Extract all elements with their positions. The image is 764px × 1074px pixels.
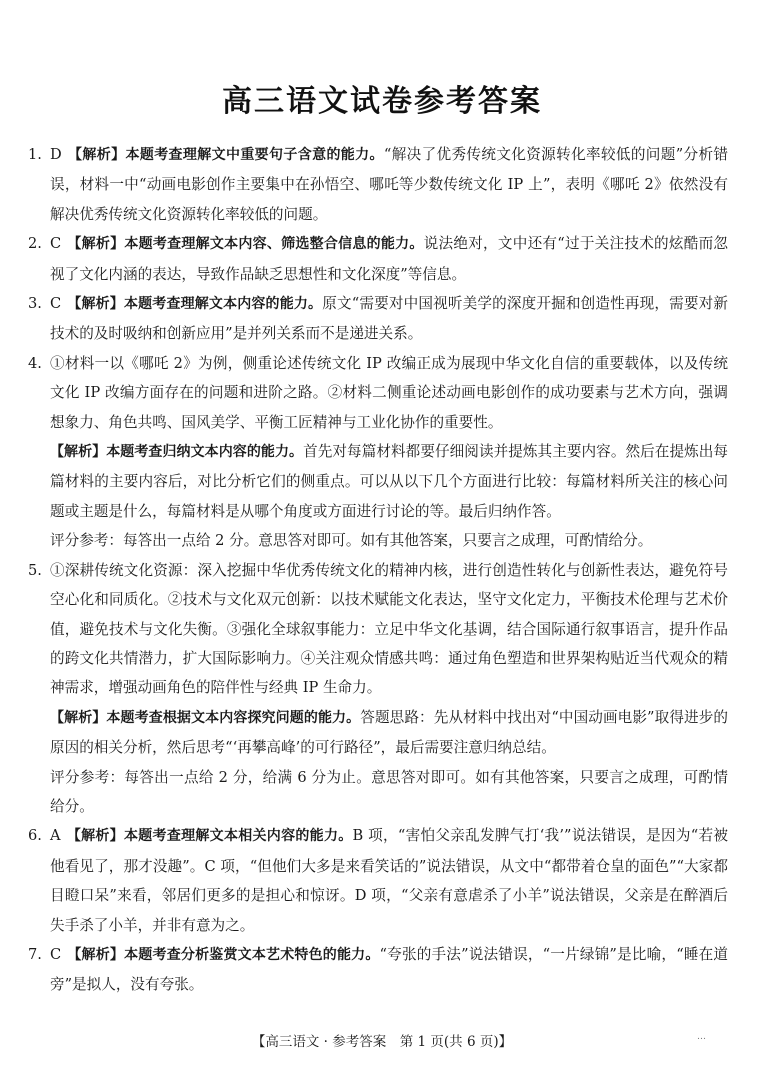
- analysis-tag: 【解析】: [67, 147, 126, 163]
- question-5-analysis: [28, 703, 728, 763]
- answer-letter: C: [50, 235, 62, 253]
- answer-body: [28, 140, 728, 1000]
- answer-letter: C: [50, 945, 62, 963]
- answer-text: ①材料一以《哪吒 2》为例，侧重论述传统文化 IP 改编正成为展现中华文化自信的重要载体，以及传统文化 IP 改编方面存在的问题和进阶之路。②材料二侧重论述动画电影创作的成功要素与艺术方向，强调想象力、角色共鸣、国风美学、平衡工匠精神与工业化协作的重要性。: [50, 354, 728, 431]
- question-4-analysis: [28, 437, 728, 526]
- question-6: [28, 821, 728, 940]
- question-3: [28, 289, 728, 349]
- analysis-focus: 本题考查理解文本内容、筛选整合信息的能力。: [124, 236, 424, 253]
- question-1: [28, 140, 728, 229]
- question-5: [28, 556, 728, 703]
- analysis-tag: 【解析】: [67, 296, 124, 313]
- analysis-tag: 【解析】: [67, 946, 125, 963]
- analysis-text: 首先对每篇材料都要仔细阅读并提炼其主要内容。然后在提炼出每篇材料的主要内容后，对比分析它们的侧重点。可以从以下几个方面进行比较：每篇材料所关注的核心问题或主题是什么，每篇材料是从哪个角度或方面进行讨论的等。最后归纳作答。: [50, 443, 728, 520]
- question-number: 2.: [28, 235, 42, 253]
- page-footer: 【高三语文 · 参考答案 第 1 页(共 6 页)】: [251, 1034, 513, 1050]
- analysis-text: 原文“需要对中国视听美学的深度开掘和创造性再现，需要对新技术的及时吸纳和创新应用”是并列关系而不是递进关系。: [50, 295, 728, 343]
- analysis-tag: 【解析】: [50, 709, 107, 726]
- answer-letter: C: [50, 295, 62, 313]
- question-4: [28, 349, 728, 437]
- analysis-text: “夸张的手法”说法错误，“一片绿锦”是比喻，“睡在道旁”是拟人，没有夸张。: [50, 945, 729, 994]
- analysis-tag: 【解析】: [66, 828, 124, 845]
- question-number: 3.: [28, 295, 42, 313]
- question-number: 6.: [28, 827, 42, 845]
- analysis-focus: 本题考查理解文本相关内容的能力。: [123, 828, 353, 845]
- answer-letter: D: [50, 146, 62, 163]
- analysis-tag: 【解析】: [67, 236, 125, 253]
- answer-letter: A: [50, 827, 61, 845]
- question-4-scoring: 评分参考：每答出一点给 2 分。意思答对即可。如有其他答案，只要言之成理，可酌情给分。: [50, 532, 653, 550]
- corner-mark: …: [697, 1032, 706, 1042]
- question-number: 5.: [28, 561, 42, 579]
- analysis-focus: 本题考查分析鉴赏文本艺术特色的能力。: [124, 946, 380, 963]
- question-number: 4.: [28, 354, 42, 372]
- analysis-text: 说法绝对，文中还有“过于关注技术的炫酷而忽视了文化内涵的表达，导致作品缺乏思想性和文化深度”等信息。: [50, 235, 729, 283]
- question-number: 7.: [28, 945, 42, 963]
- analysis-tag: 【解析】: [50, 444, 107, 461]
- page-title: 高三语文试卷参考答案: [222, 84, 542, 119]
- question-number: 1.: [28, 146, 42, 163]
- answer-text: ①深耕传统文化资源：深入挖掘中华优秀传统文化的精神内核，进行创造性转化与创新性表达，避免符号空心化和同质化。②技术与文化双元创新：以技术赋能文化表达，坚守文化定力，平衡技术伦理与艺术价值，避免技术与文化失衡。③强化全球叙事能力：立足中华文化基调，结合国际通行叙事语言，提升作品的跨文化共情潜力，扩大国际影响力。④关注观众情感共鸣：通过角色塑造和世界架构贴近当代观众的精神需求，增强动画角色的陪伴性与经典 IP 生命力。: [50, 561, 728, 697]
- question-2: [28, 229, 728, 289]
- analysis-focus: 本题考查理解文中重要句子含意的能力。: [125, 147, 384, 163]
- analysis-focus: 本题考查根据文本内容探究问题的能力。: [106, 709, 361, 726]
- analysis-text: “解决了优秀传统文化资源转化率较低的问题”分析错误，材料一中“动画电影创作主要集中在孙悟空、哪吒等少数传统文化 IP 上”，表明《哪吒 2》依然没有解决优秀传统文化资源转化率较低的问题。: [50, 146, 729, 223]
- analysis-focus: 本题考查归纳文本内容的能力。: [106, 444, 304, 461]
- analysis-focus: 本题考查理解文本内容的能力。: [123, 296, 323, 313]
- question-7: [28, 940, 728, 1000]
- analysis-text: B 项，“害怕父亲乱发脾气打‘我’”说法错误，是因为“若被他看见了，那才没趣”。C 项，“但他们大多是来看笑话的”说法错误，从文中“都带着仓皇的面色”“大家都目瞪口呆”来看，邻居们更多的是担心和惊讶。D 项，“父亲有意虐杀了小羊”说法错误，父亲是在醉酒后失手杀了小羊，并非有意为之。: [50, 827, 728, 934]
- question-5-scoring: 评分参考：每答出一点给 2 分，给满 6 分为止。意思答对即可。如有其他答案，只要言之成理，可酌情给分。: [50, 768, 728, 815]
- analysis-text: 答题思路：先从材料中找出对“中国动画电影”取得进步的原因的相关分析，然后思考“‘再攀高峰’的可行路径”，最后需要注意归纳总结。: [50, 708, 728, 757]
